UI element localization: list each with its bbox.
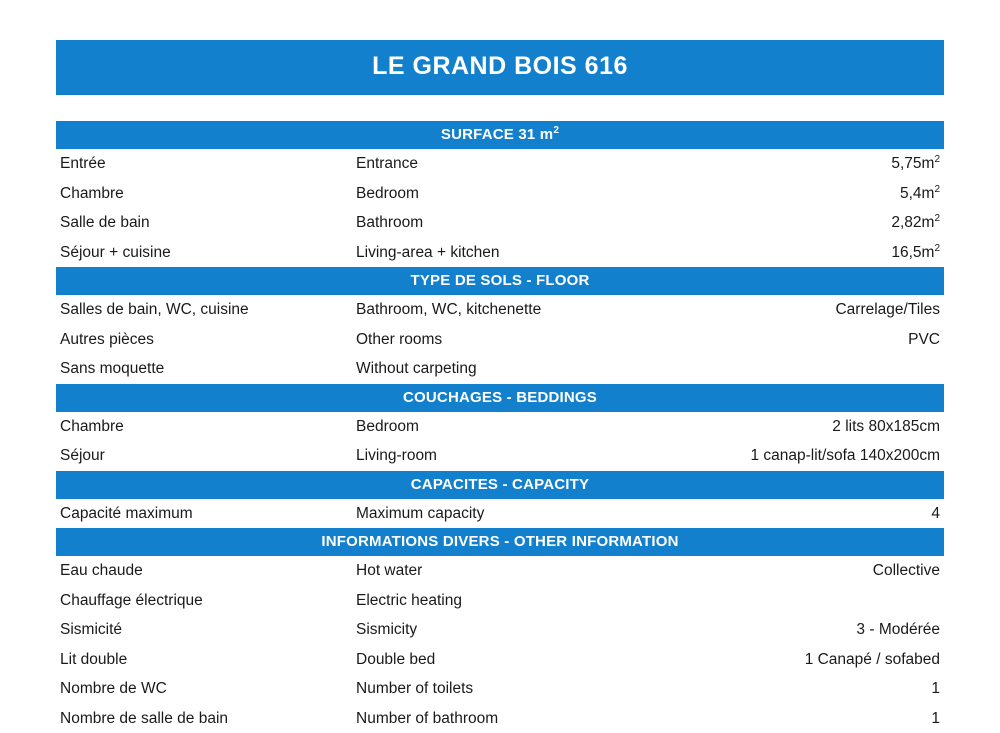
table-row [56,412,944,442]
table-row [56,674,944,704]
row-label-en: Bedroom [356,419,706,435]
section-heading-surface [56,121,944,149]
row-value-text: PVC [908,331,940,348]
table-row [56,645,944,675]
row-label-fr: Autres pièces [56,332,356,348]
table-row [56,149,944,179]
row-value [706,156,944,172]
table-row [56,354,944,384]
row-value [706,622,944,638]
section-rows-other-information [56,556,944,733]
row-value-superscript: 2 [934,183,940,194]
table-row [56,615,944,645]
row-label-fr: Entrée [56,156,356,172]
row-label-en: Living-area + kitchen [356,245,706,261]
row-label-en: Without carpeting [356,361,706,377]
row-label-fr: Eau chaude [56,563,356,579]
row-label-en: Living-room [356,448,706,464]
section-heading-floor [56,267,944,295]
section-other-information [56,528,944,733]
row-label-fr: Séjour + cuisine [56,245,356,261]
row-label-fr: Lit double [56,652,356,668]
sections-container [56,121,944,733]
row-label-en: Electric heating [356,593,706,609]
row-value-text: 4 [931,505,940,522]
section-rows-beddings [56,412,944,471]
table-row [56,179,944,209]
table-row [56,704,944,733]
row-value [706,186,944,202]
section-heading-label: CAPACITES - CAPACITY [411,476,589,493]
table-row [56,586,944,616]
row-value-text: 2 lits 80x185cm [832,418,940,435]
section-heading-superscript: 2 [553,125,559,136]
table-row [56,208,944,238]
row-label-en: Other rooms [356,332,706,348]
row-value [706,332,944,348]
table-row [56,238,944,268]
row-label-en: Double bed [356,652,706,668]
table-row [56,499,944,529]
row-value-text: 1 [931,680,940,697]
section-heading-label: SURFACE 31 m [441,126,553,143]
row-value [706,681,944,697]
row-label-en: Number of toilets [356,681,706,697]
section-beddings [56,384,944,471]
row-value-text: 1 Canapé / sofabed [805,651,940,668]
row-label-fr: Sismicité [56,622,356,638]
row-label-fr: Salles de bain, WC, cuisine [56,302,356,318]
row-label-en: Entrance [356,156,706,172]
row-label-en: Hot water [356,563,706,579]
section-rows-floor [56,295,944,384]
row-value [706,652,944,668]
table-row [56,295,944,325]
row-value [706,448,944,464]
row-label-fr: Chauffage électrique [56,593,356,609]
table-row [56,441,944,471]
page-title: LE GRAND BOIS 616 [56,40,944,95]
row-value-text: 3 - Modérée [856,621,940,638]
row-value [706,245,944,261]
section-floor [56,267,944,384]
section-rows-capacity [56,499,944,529]
section-heading-label: INFORMATIONS DIVERS - OTHER INFORMATION [321,533,678,550]
row-value-text: 2,82m [891,214,934,231]
section-heading-label: COUCHAGES - BEDDINGS [403,389,597,406]
table-row [56,325,944,355]
row-label-fr: Séjour [56,448,356,464]
row-label-fr: Salle de bain [56,215,356,231]
row-value-superscript: 2 [934,213,940,224]
section-heading-label: TYPE DE SOLS - FLOOR [410,272,589,289]
row-value [706,506,944,522]
row-label-en: Bathroom, WC, kitchenette [356,302,706,318]
row-label-fr: Chambre [56,419,356,435]
row-value-text: 1 canap-lit/sofa 140x200cm [750,447,940,464]
row-label-en: Sismicity [356,622,706,638]
section-heading-beddings [56,384,944,412]
section-heading-other-information [56,528,944,556]
row-value [706,215,944,231]
row-value-text: Collective [873,562,940,579]
row-label-fr: Capacité maximum [56,506,356,522]
row-label-en: Bathroom [356,215,706,231]
section-rows-surface [56,149,944,267]
row-value-superscript: 2 [934,242,940,253]
row-value-superscript: 2 [934,154,940,165]
row-label-fr: Nombre de WC [56,681,356,697]
row-label-fr: Nombre de salle de bain [56,711,356,727]
row-value-text: 5,75m [891,155,934,172]
row-label-en: Bedroom [356,186,706,202]
row-value-text: 16,5m [891,244,934,261]
table-row [56,556,944,586]
row-label-en: Number of bathroom [356,711,706,727]
row-value [706,563,944,579]
row-value-text: 1 [931,710,940,727]
row-value [706,302,944,318]
section-surface [56,121,944,267]
row-value [706,419,944,435]
row-value [706,711,944,727]
row-label-en: Maximum capacity [356,506,706,522]
row-label-fr: Chambre [56,186,356,202]
row-label-fr: Sans moquette [56,361,356,377]
section-heading-capacity [56,471,944,499]
row-value-text: Carrelage/Tiles [835,301,940,318]
section-capacity [56,471,944,529]
row-value-text: 5,4m [900,185,934,202]
